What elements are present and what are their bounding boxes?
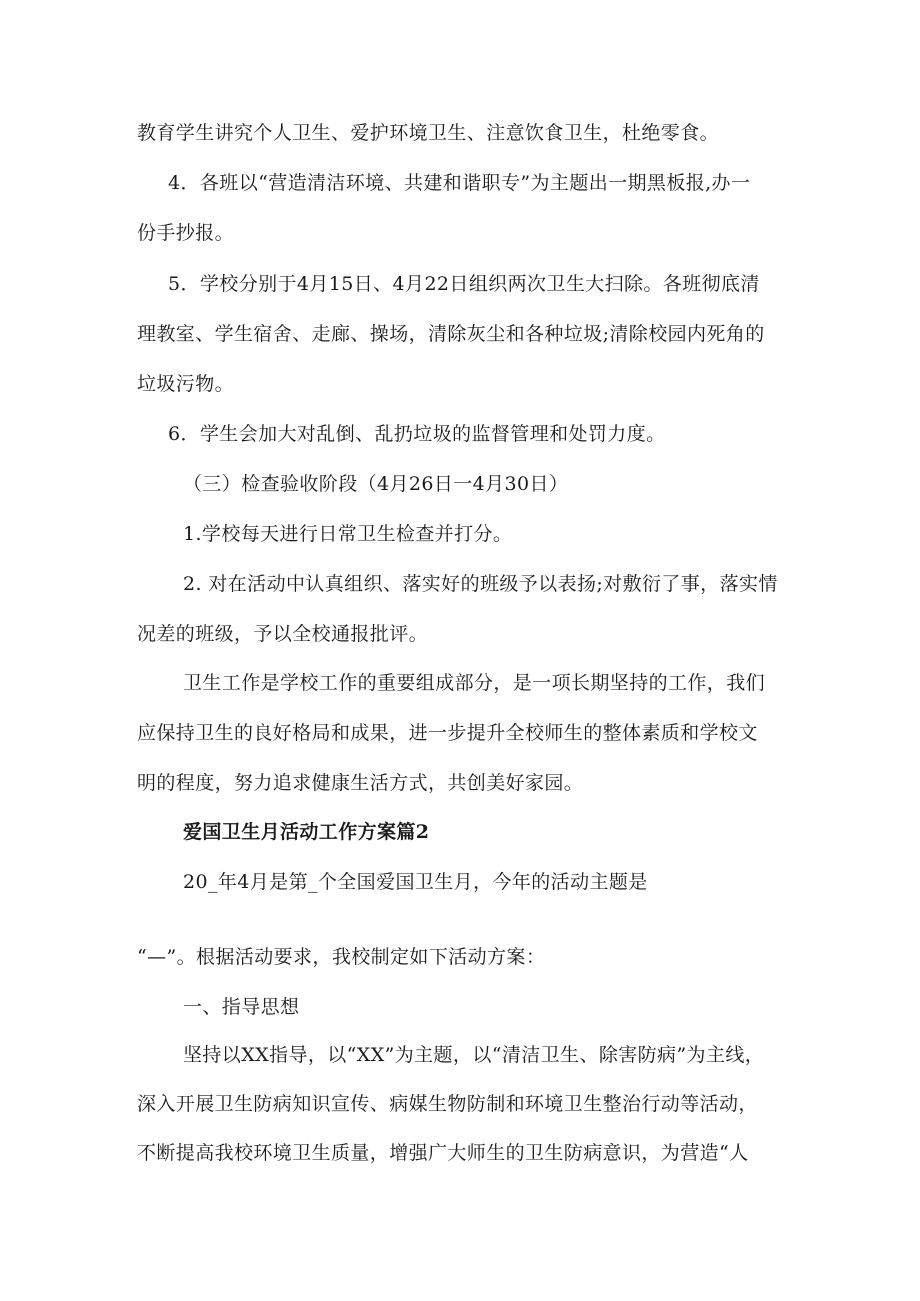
ideology-line-3: 不断提高我校环境卫生质量，增强广大师生的卫生防病意识，为营造“人 — [137, 1142, 749, 1164]
inspection-item-2-line-1: 2. 对在活动中认真组织、落实好的班级予以表扬;对敷衍了事，落实情 — [183, 573, 778, 595]
list-item-5-line-1: 5．学校分别于4月15日、4月22日组织两次卫生大扫除。各班彻底清 — [168, 273, 760, 295]
section-heading-guiding-ideology: 一、指导思想 — [183, 996, 300, 1018]
section-heading-inspection: （三）检查验收阶段（4月26日一4月30日） — [183, 473, 569, 495]
inspection-item-2-line-2: 况差的班级，予以全校通报批评。 — [137, 623, 429, 645]
list-item-5-line-3: 垃圾污物。 — [137, 373, 235, 395]
conclusion-line-2: 应保持卫生的良好格局和成果，进一步提升全校师生的整体素质和学校文 — [137, 722, 758, 744]
ideology-line-1: 坚持以XX指导，以“XX”为主题，以“清洁卫生、除害防病”为主线， — [183, 1044, 765, 1066]
body-text-line: 教育学生讲究个人卫生、爱护环境卫生、注意饮食卫生，杜绝零食。 — [137, 122, 720, 144]
list-item-4-line-1: 4．各班以“营造清洁环境、共建和谐职专”为主题出一期黑板报,办一 — [168, 172, 751, 194]
inspection-item-1: 1.学校每天进行日常卫生检查并打分。 — [183, 523, 513, 545]
intro-line-1: 20_年4月是第_个全国爱国卫生月，今年的活动主题是 — [183, 871, 648, 893]
intro-line-2: “—”。根据活动要求，我校制定如下活动方案： — [137, 946, 546, 968]
conclusion-line-3: 明的程度，努力追求健康生活方式，共创美好家园。 — [137, 772, 584, 794]
article-title-2: 爱国卫生月活动工作方案篇2 — [183, 821, 430, 843]
conclusion-line-1: 卫生工作是学校工作的重要组成部分，是一项长期坚持的工作，我们 — [183, 672, 766, 694]
list-item-4-line-2: 份手抄报。 — [137, 222, 235, 244]
list-item-6: 6．学生会加大对乱倒、乱扔垃圾的监督管理和处罚力度。 — [168, 423, 666, 445]
ideology-line-2: 深入开展卫生防病知识宣传、病媒生物防制和环境卫生整治行动等活动， — [137, 1093, 758, 1115]
list-item-5-line-2: 理教室、学生宿舍、走廊、操场，清除灰尘和各种垃圾;清除校园内死角的 — [137, 323, 765, 345]
